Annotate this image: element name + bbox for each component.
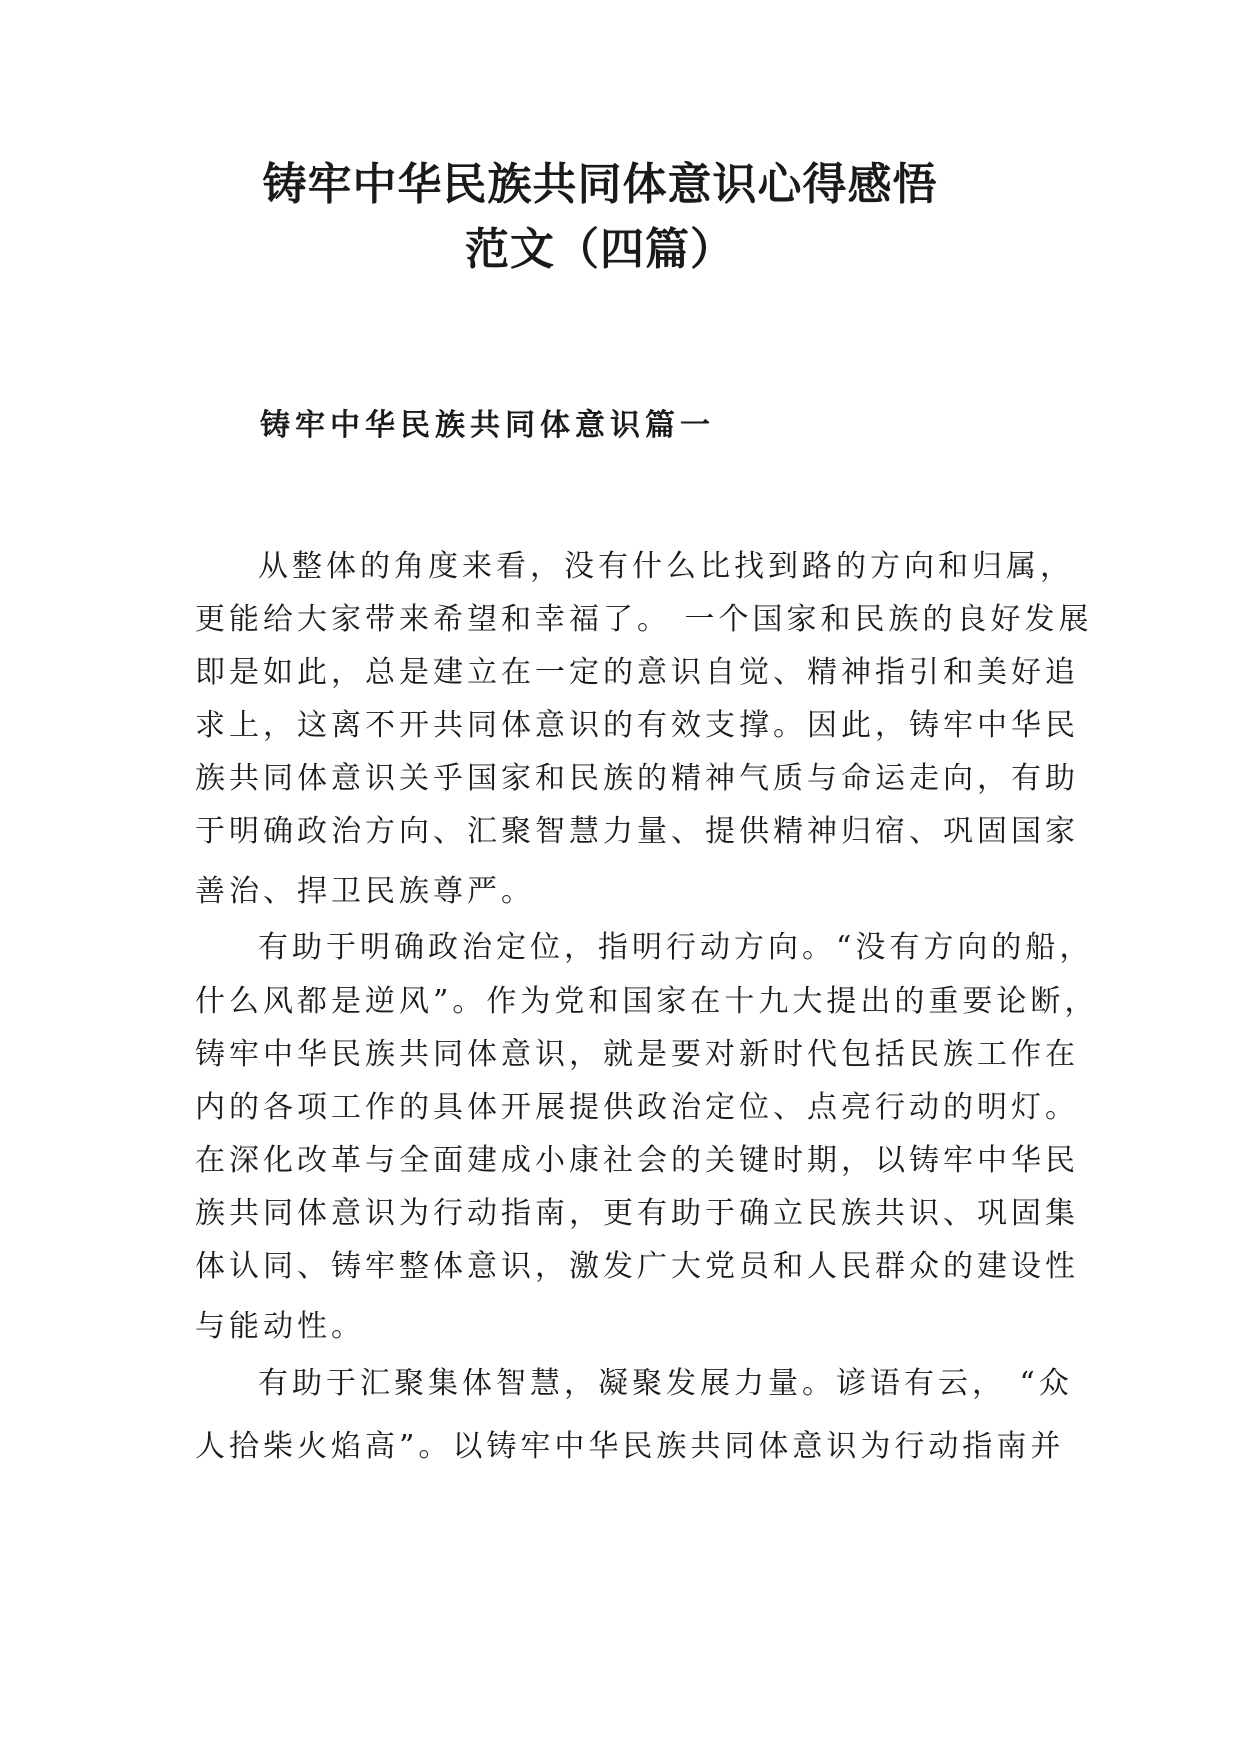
paragraph-line: 在深化改革与全面建成小康社会的关键时期，以铸牢中华民 xyxy=(195,1143,1079,1178)
paragraph-line: 与能动性。 xyxy=(195,1309,365,1344)
paragraph-line: 更能给大家带来希望和幸福了。 一个国家和民族的良好发展 xyxy=(195,602,1093,637)
paragraph-line: 什么风都是逆风”。作为党和国家在十九大提出的重要论断， xyxy=(195,984,1099,1019)
document-title-line-1: 铸牢中华民族共同体意识心得感悟 xyxy=(262,159,938,210)
paragraph-line: 求上，这离不开共同体意识的有效支撑。因此，铸牢中华民 xyxy=(195,708,1079,743)
paragraph-line: 从整体的角度来看，没有什么比找到路的方向和归属， xyxy=(258,549,1074,584)
paragraph-line: 族共同体意识关乎国家和民族的精神气质与命运走向，有助 xyxy=(195,761,1079,796)
document-title-line-2: 范文（四篇） xyxy=(465,224,735,275)
paragraph-line: 有助于明确政治定位，指明行动方向。“没有方向的船， xyxy=(258,930,1094,965)
paragraph-line: 体认同、铸牢整体意识，激发广大党员和人民群众的建设性 xyxy=(195,1249,1079,1284)
section-heading: 铸牢中华民族共同体意识篇一 xyxy=(260,408,715,443)
paragraph-line: 铸牢中华民族共同体意识，就是要对新时代包括民族工作在 xyxy=(195,1037,1079,1072)
paragraph-line: 族共同体意识为行动指南，更有助于确立民族共识、巩固集 xyxy=(195,1196,1079,1231)
paragraph-line: 有助于汇聚集体智慧，凝聚发展力量。谚语有云， “众 xyxy=(258,1366,1073,1401)
paragraph-line: 人拾柴火焰高”。以铸牢中华民族共同体意识为行动指南并 xyxy=(195,1429,1065,1464)
paragraph-line: 即是如此，总是建立在一定的意识自觉、精神指引和美好追 xyxy=(195,655,1079,690)
paragraph-line: 于明确政治方向、汇聚智慧力量、提供精神归宿、巩固国家 xyxy=(195,814,1079,849)
paragraph-line: 内的各项工作的具体开展提供政治定位、点亮行动的明灯。 xyxy=(195,1090,1079,1125)
paragraph-line: 善治、捍卫民族尊严。 xyxy=(195,874,535,909)
